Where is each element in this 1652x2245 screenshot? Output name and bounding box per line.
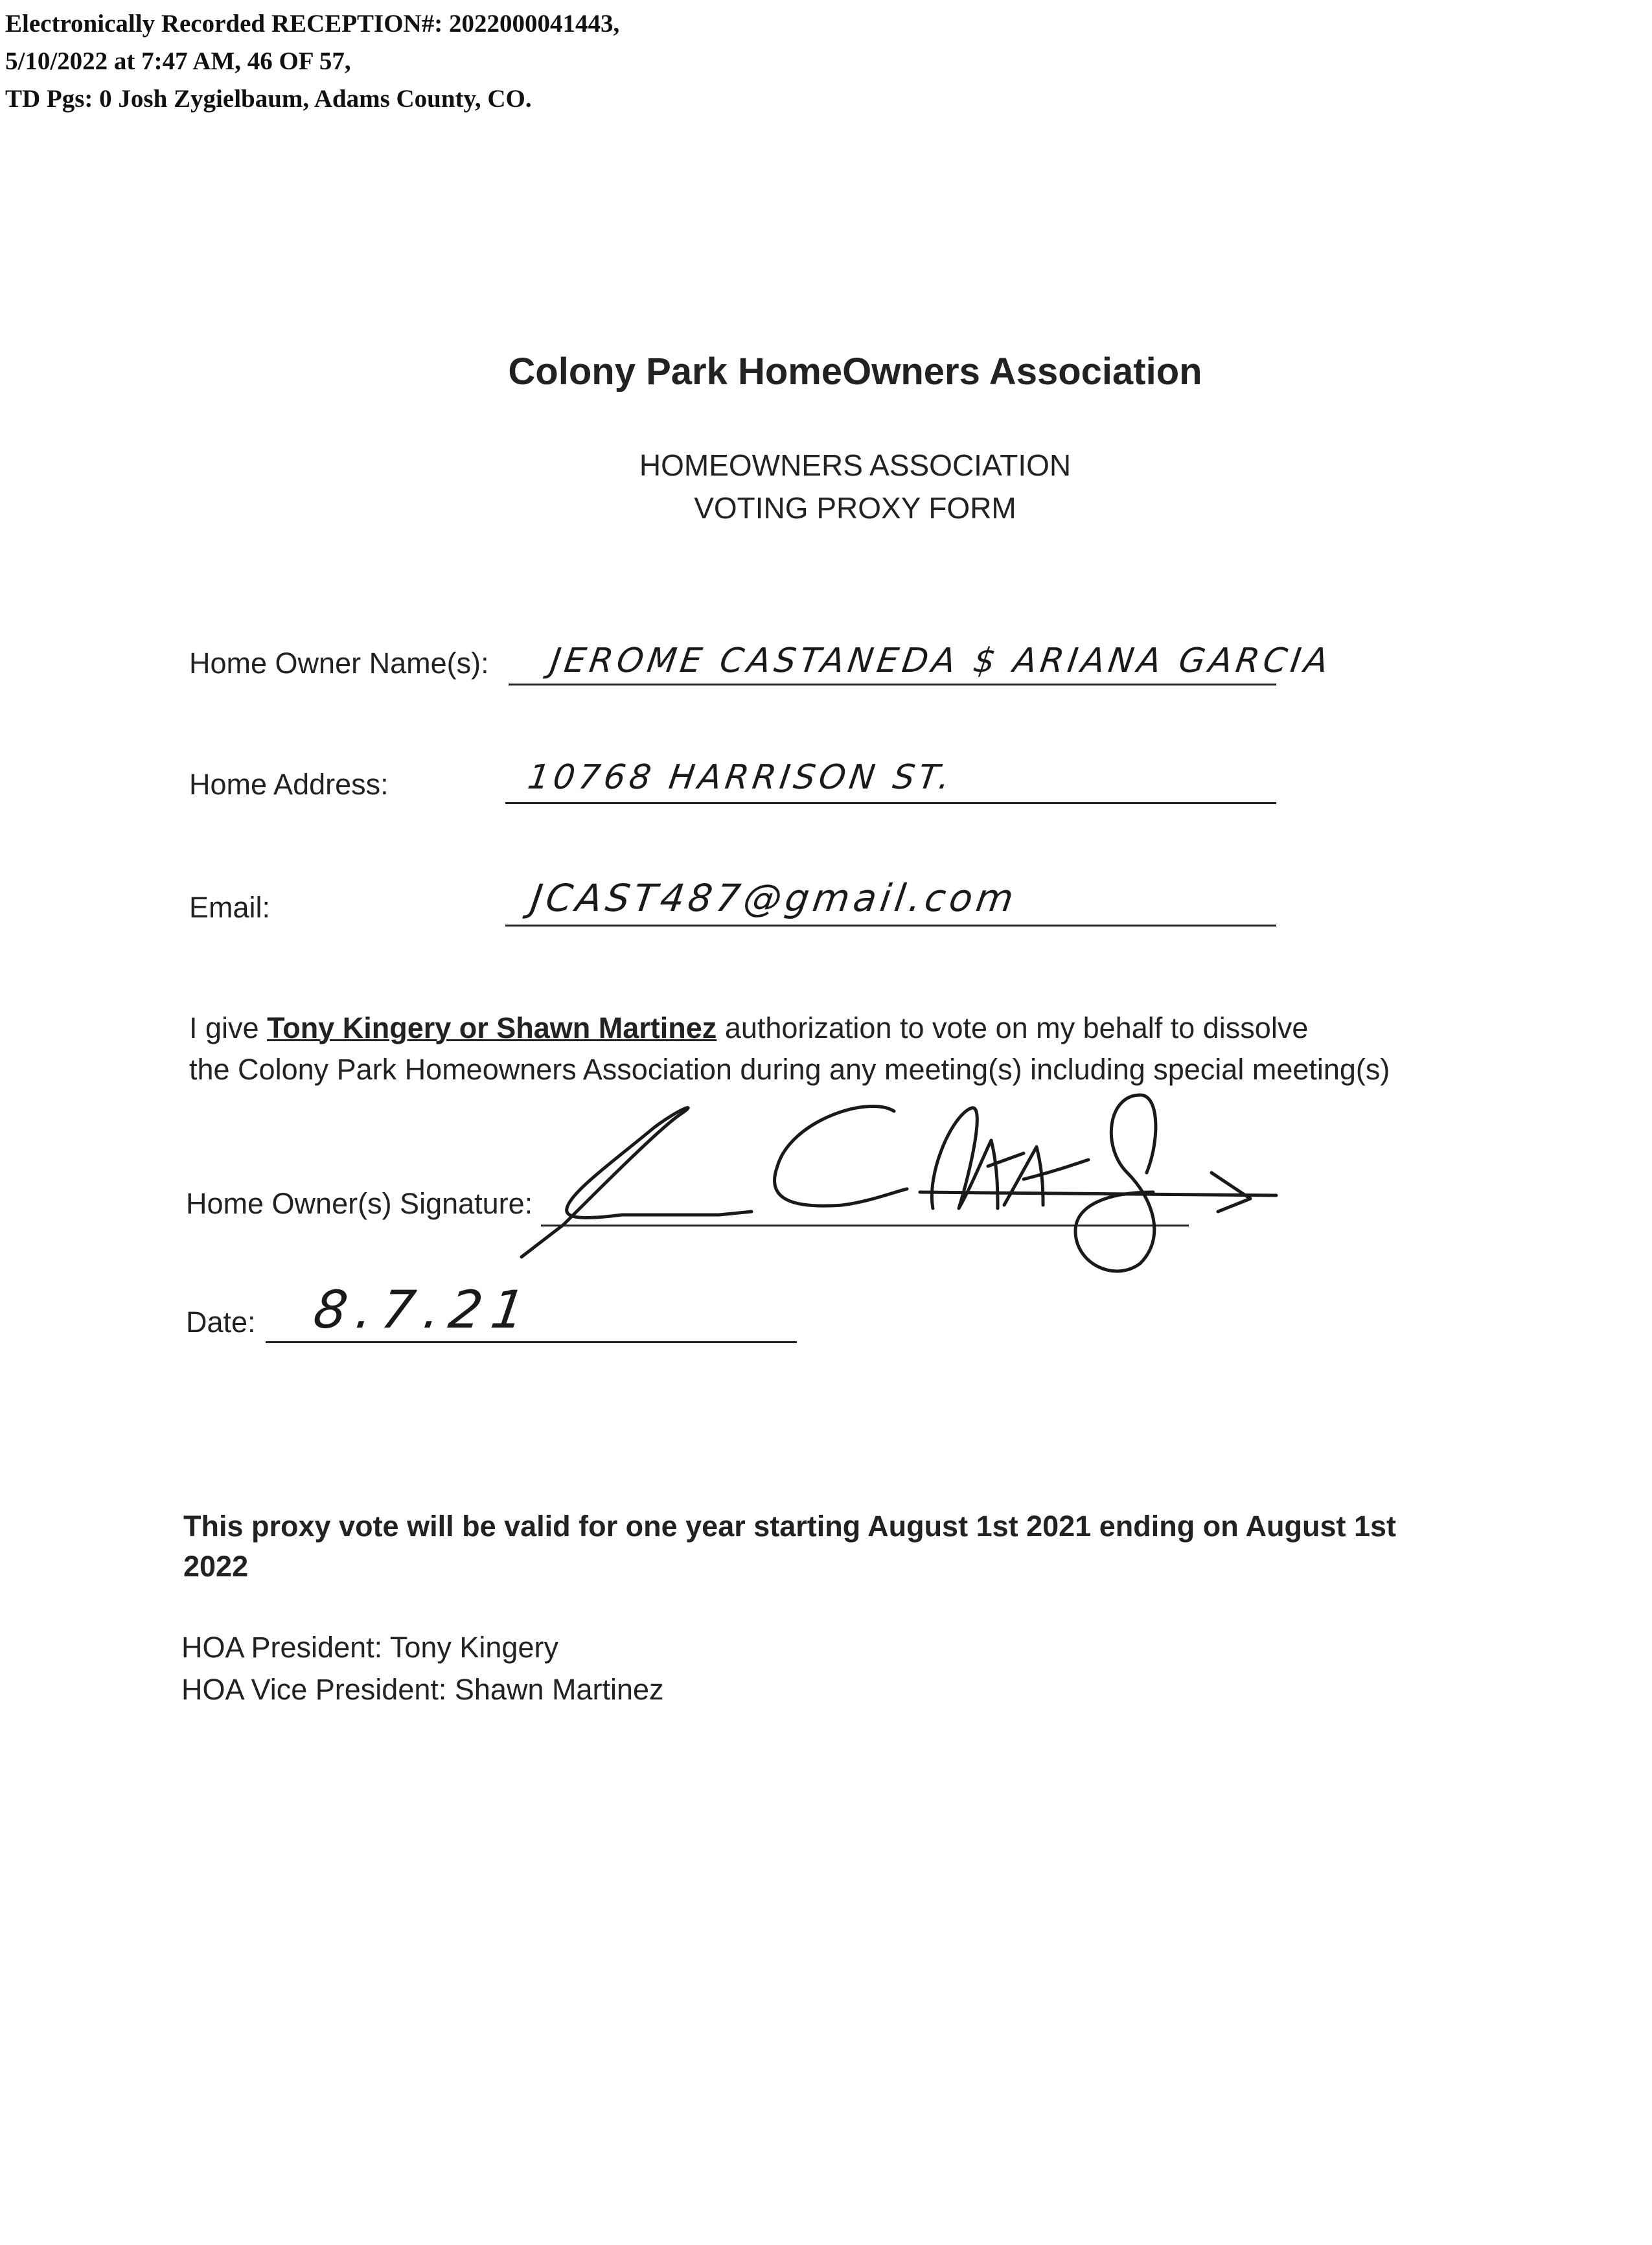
email-field[interactable]: JCAST487@gmail.com bbox=[528, 876, 1020, 920]
authorization-prefix: I give bbox=[189, 1011, 268, 1044]
date-field[interactable]: 8.7.21 bbox=[310, 1280, 538, 1340]
signature-label: Home Owner(s) Signature: bbox=[186, 1187, 533, 1220]
subtitle-line-2: VOTING PROXY FORM bbox=[694, 491, 1016, 525]
validity-line-1: This proxy vote will be valid for one year starting August 1st 2021 ending on August 1st bbox=[183, 1510, 1397, 1543]
address-line bbox=[505, 802, 1276, 804]
email-label: Email: bbox=[189, 891, 271, 924]
signature-stroke bbox=[522, 1108, 751, 1257]
address-field[interactable]: 10768 HARRISON ST. bbox=[525, 758, 956, 797]
authorization-suffix: authorization to vote on my behalf to dissolve bbox=[717, 1011, 1309, 1044]
date-line bbox=[266, 1341, 797, 1343]
subtitle-line-1: HOMEOWNERS ASSOCIATION bbox=[639, 448, 1072, 482]
signature-stroke bbox=[1075, 1095, 1156, 1271]
form-subtitle bbox=[0, 444, 1652, 529]
authorized-proxies: Tony Kingery or Shawn Martinez bbox=[267, 1011, 717, 1044]
signature-stroke bbox=[775, 1107, 907, 1206]
authorization-line-2: the Colony Park Homeowners Association during any meeting(s) including special meeting(s) bbox=[189, 1053, 1390, 1086]
owner-name-label: Home Owner Name(s): bbox=[189, 647, 489, 680]
officers-block bbox=[181, 1626, 664, 1710]
recording-stamp bbox=[5, 5, 619, 118]
recording-line-1: Electronically Recorded RECEPTION#: 2022000041443, bbox=[5, 10, 620, 38]
validity-line-2: 2022 bbox=[183, 1550, 249, 1583]
recording-line-3: TD Pgs: 0 Josh Zygielbaum, Adams County, CO. bbox=[5, 85, 532, 113]
validity-statement bbox=[183, 1506, 1479, 1587]
date-label: Date: bbox=[186, 1306, 256, 1339]
form-title: Colony Park HomeOwners Association bbox=[508, 351, 1202, 393]
address-label: Home Address: bbox=[189, 768, 389, 801]
owner-name-field[interactable]: JEROME CASTANEDA $ ARIANA GARCIA bbox=[547, 641, 1335, 680]
hoa-vice-president: HOA Vice President: Shawn Martinez bbox=[181, 1673, 664, 1706]
hoa-president: HOA President: Tony Kingery bbox=[181, 1631, 558, 1664]
recording-line-2: 5/10/2022 at 7:47 AM, 46 OF 57, bbox=[5, 47, 351, 75]
owner-name-line bbox=[509, 684, 1276, 685]
signature-field[interactable] bbox=[505, 1069, 1296, 1283]
email-line bbox=[505, 925, 1276, 927]
